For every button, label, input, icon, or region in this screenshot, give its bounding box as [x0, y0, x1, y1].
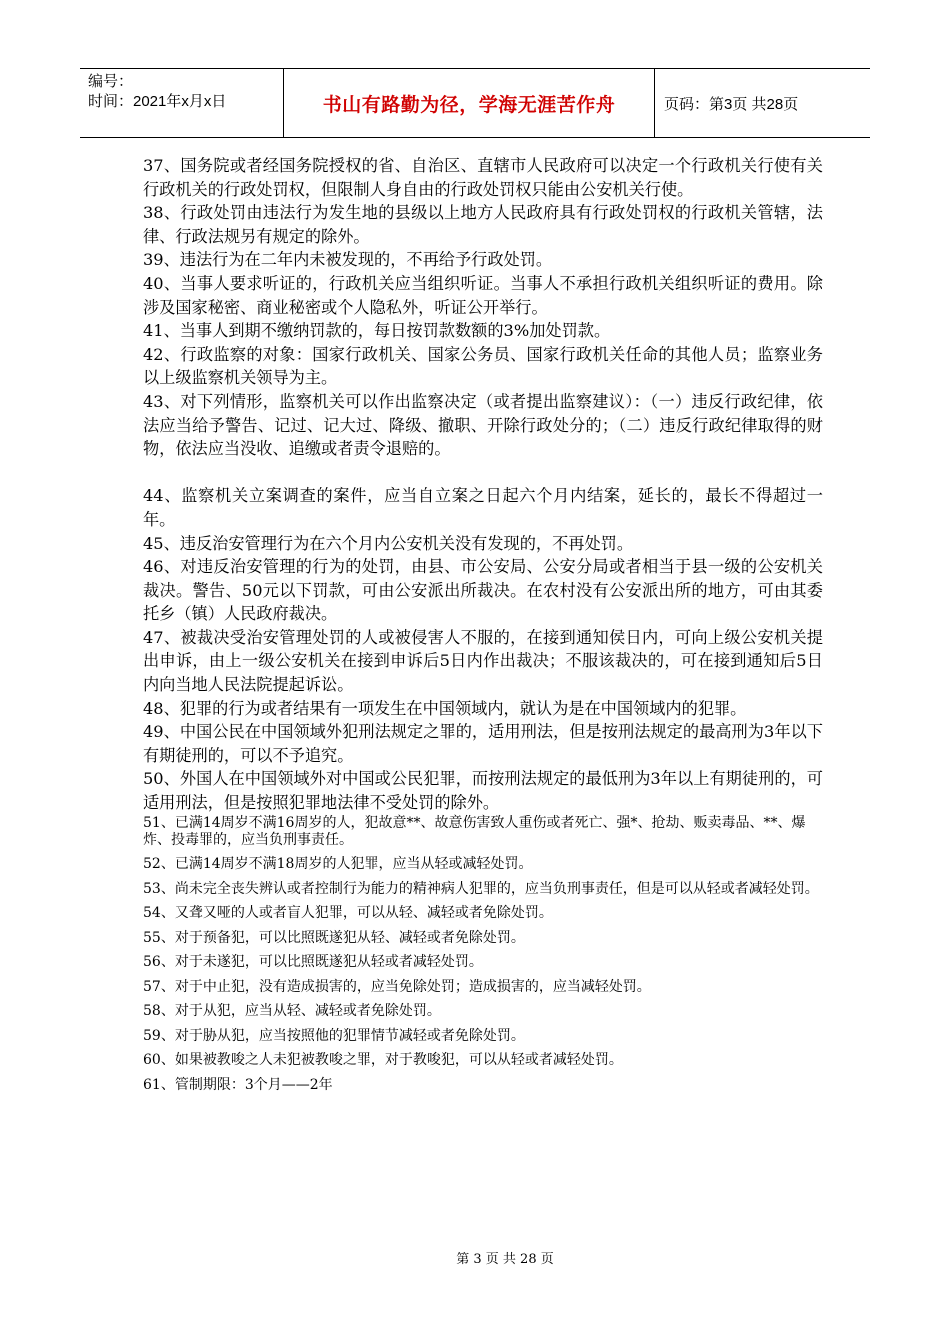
paragraph: 43、对下列情形，监察机关可以作出监察决定（或者提出监察建议）：（一）违反行政纪律，依法应当给予警告、记过、记大过、降级、撤职、开除行政处分的；（二）违反行政纪律取得的财物，依法应当没收、追缴或者责令退赔的。	[143, 391, 823, 459]
paragraph: 61、管制期限：3个月——2年	[143, 1076, 333, 1093]
paragraph: 55、对于预备犯，可以比照既遂犯从轻、减轻或者免除处罚。	[143, 929, 525, 946]
paragraph: 40、当事人要求听证的，行政机关应当组织听证。当事人不承担行政机关组织听证的费用。除涉及国家秘密、商业秘密或个人隐私外，听证公开举行。	[143, 273, 823, 317]
paragraph: 44、监察机关立案调查的案件，应当自立案之日起六个月内结案，延长的，最长不得超过一年。	[143, 486, 823, 529]
paragraph: 39、违法行为在二年内未被发现的，不再给予行政处罚。	[143, 250, 553, 270]
paragraph: 51、已满14周岁不满16周岁的人，犯故意**、故意伤害致人重伤或者死亡、强*、抢劫、贩卖毒品、**、爆炸、投毒罪的，应当负刑事责任。	[143, 814, 806, 848]
document-date: 时间：2021年x月x日	[88, 93, 227, 110]
paragraph: 54、又聋又哑的人或者盲人犯罪，可以从轻、减轻或者免除处罚。	[143, 905, 553, 922]
paragraph: 47、被裁决受治安管理处罚的人或被侵害人不服的，在接到通知侯日内，可向上级公安机关提出申诉，由上一级公安机关在接到申诉后5日内作出裁决；不服该裁决的，可在接到通知后5日内向当地人民法院提起诉讼。	[143, 627, 823, 695]
paragraph: 42、行政监察的对象：国家行政机关、国家公务员、国家行政机关任命的其他人员；监察业务以上级监察机关领导为主。	[143, 344, 823, 388]
paragraph: 57、对于中止犯，没有造成损害的，应当免除处罚；造成损害的，应当减轻处罚。	[143, 978, 651, 995]
header-page-info: 页码：第3页 共28页	[664, 95, 799, 113]
paragraph: 37、国务院或者经国务院授权的省、自治区、直辖市人民政府可以决定一个行政机关行使有关行政机关的行政处罚权，但限制人身自由的行政处罚权只能由公安机关行使。	[143, 156, 823, 199]
body-large-paragraphs	[143, 154, 823, 815]
paragraph: 60、如果被教唆之人未犯被教唆之罪，对于教唆犯，可以从轻或者减轻处罚。	[143, 1052, 623, 1069]
paragraph: 58、对于从犯，应当从轻、减轻或者免除处罚。	[143, 1003, 441, 1020]
paragraph: 49、中国公民在中国领域外犯刑法规定之罪的，适用刑法，但是按刑法规定的最高刑为3年以下有期徒刑的，可以不予追究。	[143, 722, 823, 765]
body-small-paragraphs	[143, 815, 823, 1094]
paragraph: 59、对于胁从犯，应当按照他的犯罪情节减轻或者免除处罚。	[143, 1027, 525, 1044]
header-meta	[80, 69, 284, 137]
paragraph: 53、尚未完全丧失辨认或者控制行为能力的精神病人犯罪的，应当负刑事责任，但是可以从轻或者减轻处罚。	[143, 880, 819, 897]
document-number-label: 编号：	[88, 73, 134, 90]
paragraph: 38、行政处罚由违法行为发生地的县级以上地方人民政府具有行政处罚权的行政机关管辖，法律、行政法规另有规定的除外。	[143, 203, 823, 246]
page-header	[80, 68, 870, 138]
paragraph: 46、对违反治安管理的行为的处罚，由县、市公安局、公安分局或者相当于县一级的公安机关裁决。警告、50元以下罚款，可由公安派出所裁决。在农村没有公安派出所的地方，可由其委托乡（镇）人民政府裁决。	[143, 557, 823, 624]
paragraph: 41、当事人到期不缴纳罚款的，每日按罚款数额的3%加处罚款。	[143, 321, 611, 341]
header-motto: 书山有路勤为径，学海无涯苦作舟	[284, 69, 655, 137]
document-body	[143, 154, 823, 1101]
paragraph: 50、外国人在中国领域外对中国或公民犯罪，而按刑法规定的最低刑为3年以上有期徒刑的，可适用刑法，但是按照犯罪地法律不受处罚的除外。	[143, 769, 823, 813]
paragraph: 45、违反治安管理行为在六个月内公安机关没有发现的，不再处罚。	[143, 533, 634, 553]
paragraph: 56、对于未遂犯，可以比照既遂犯从轻或者减轻处罚。	[143, 954, 483, 971]
paragraph: 48、犯罪的行为或者结果有一项发生在中国领域内，就认为是在中国领域内的犯罪。	[143, 698, 747, 718]
page-footer: 第 3 页 共 28 页	[456, 1252, 554, 1267]
blank-line	[143, 461, 823, 485]
paragraph: 52、已满14周岁不满18周岁的人犯罪，应当从轻或减轻处罚。	[143, 856, 533, 873]
